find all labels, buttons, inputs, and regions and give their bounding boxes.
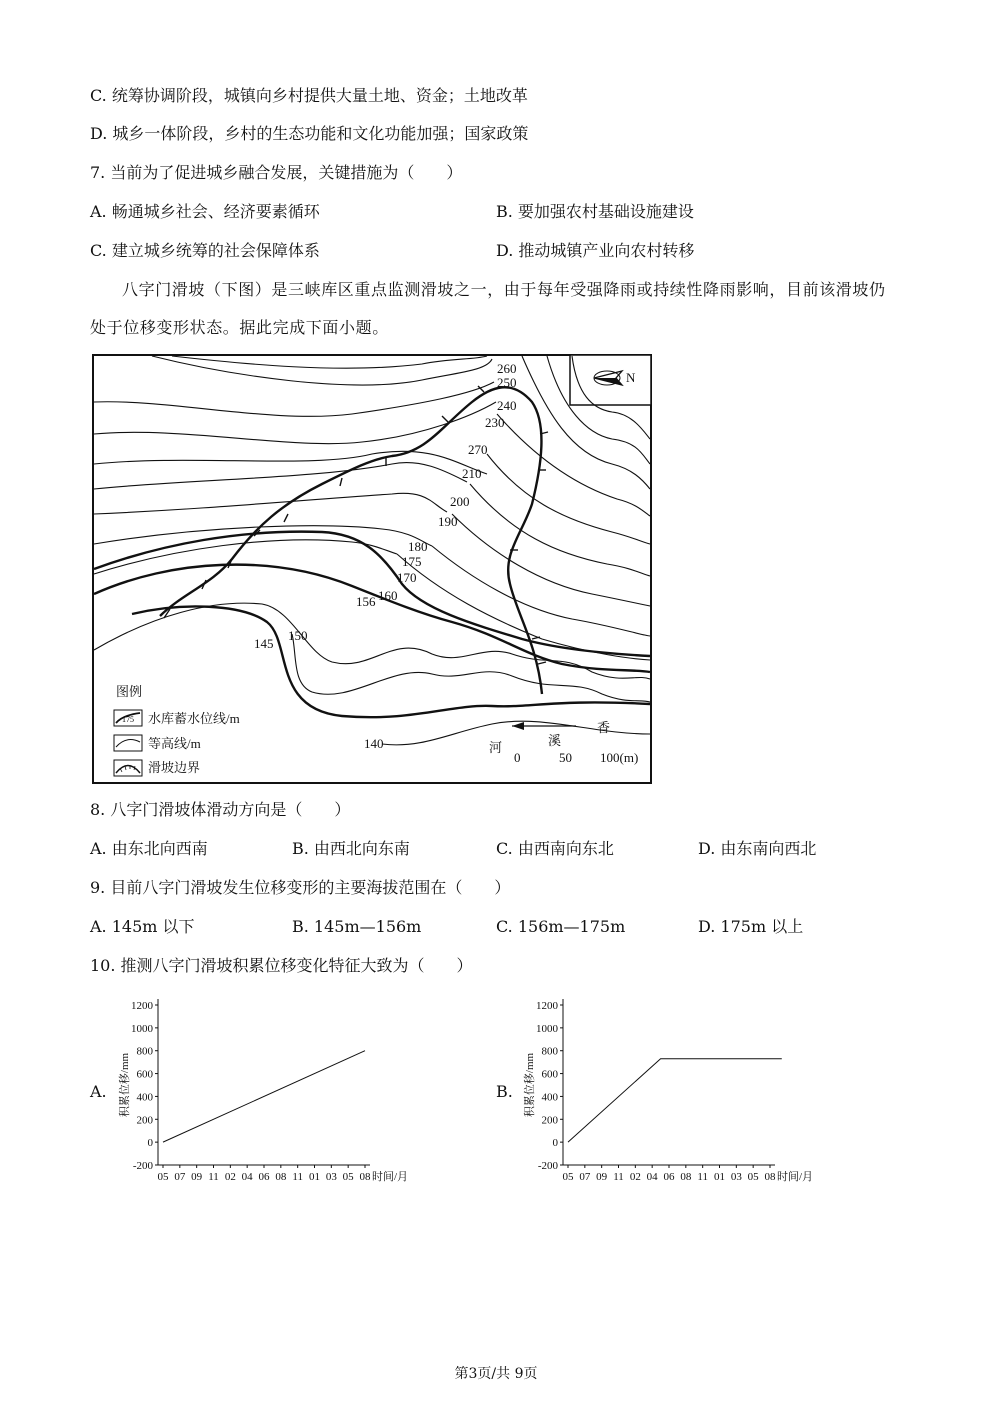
x-tick-label: 08 (359, 1171, 371, 1183)
x-tick-label: 04 (241, 1171, 253, 1183)
contour-label: 230 (485, 415, 505, 430)
x-tick-label: 08 (680, 1171, 692, 1183)
y-tick-label: 0 (552, 1137, 558, 1150)
contour-label: 145 (254, 636, 274, 651)
series-line (163, 1051, 365, 1142)
contour-label: 140 (364, 736, 384, 751)
legend-sample-value: 175 (122, 715, 134, 724)
q7-option-d: D. 推动城镇产业向农村转移 (496, 241, 695, 260)
river-label-char: 香 (597, 720, 611, 735)
y-tick-label: 400 (136, 1091, 153, 1104)
q7-option-c: C. 建立城乡统筹的社会保障体系 (90, 241, 320, 260)
contour-label: 170 (397, 570, 417, 585)
x-tick-label: 08 (764, 1171, 776, 1183)
x-tick-label: 11 (613, 1171, 624, 1183)
q9-option-a: A. 145m 以下 (90, 917, 195, 936)
y-tick-label: 800 (136, 1045, 153, 1058)
y-tick-label: 200 (136, 1114, 153, 1127)
x-tick-label: 05 (342, 1171, 354, 1183)
north-label: N (626, 370, 636, 385)
y-tick-label: 400 (541, 1091, 558, 1104)
contour-label: 270 (468, 442, 488, 457)
series-line (568, 1059, 782, 1142)
contour-label: 190 (438, 514, 458, 529)
x-tick-label: 11 (292, 1171, 303, 1183)
x-tick-label: 11 (208, 1171, 219, 1183)
q8-stem: 8. 八字门滑坡体滑动方向是（ ） (90, 800, 351, 819)
contour-label: 156 (356, 594, 376, 609)
x-axis-label: 时间/月 (372, 1171, 409, 1183)
svg-text:0: 0 (514, 750, 521, 765)
q7-option-a: A. 畅通城乡社会、经济要素循环 (90, 202, 320, 221)
passage: 八字门滑坡（下图）是三峡库区重点监测滑坡之一，由于每年受强降雨或持续性降雨影响，目前该滑坡仍处于位移变形状态。据此完成下面小题。 (90, 280, 886, 337)
x-tick-label: 06 (258, 1171, 270, 1183)
x-tick-label: 02 (629, 1171, 641, 1183)
x-tick-label: 07 (174, 1171, 186, 1183)
y-tick-label: 0 (147, 1137, 153, 1150)
y-tick-label: -200 (537, 1160, 558, 1172)
y-tick-label: 600 (541, 1068, 558, 1081)
x-tick-label: 07 (579, 1171, 591, 1183)
legend-contour: 等高线/m (148, 736, 201, 751)
x-tick-label: 11 (697, 1171, 708, 1183)
q9-option-c: C. 156m—175m (496, 917, 626, 936)
q10-option-a-label: A. (90, 1082, 107, 1101)
q7-option-b: B. 要加强农村基础设施建设 (496, 202, 694, 221)
y-tick-label: 200 (541, 1114, 558, 1127)
q7-stem: 7. 当前为了促进城乡融合发展，关键措施为（ ） (90, 163, 463, 182)
x-tick-label: 01 (309, 1171, 320, 1183)
q9-stem: 9. 目前八字门滑坡发生位移变形的主要海拔范围在（ ） (90, 878, 511, 897)
x-tick-label: 09 (596, 1171, 608, 1183)
contour-label: 240 (497, 398, 517, 413)
y-tick-label: 1200 (131, 1000, 153, 1012)
legend-title: 图例 (116, 684, 143, 699)
legend-water-level: 水库蓄水位线/m (148, 711, 240, 726)
x-tick-label: 02 (224, 1171, 236, 1183)
contour-label: 260 (497, 361, 517, 376)
q10-option-b-label: B. (496, 1082, 513, 1101)
q10-stem: 10. 推测八字门滑坡积累位移变化特征大致为（ ） (90, 956, 473, 975)
svg-text:50: 50 (559, 750, 572, 765)
y-tick-label: 1000 (536, 1022, 558, 1035)
x-tick-label: 01 (714, 1171, 725, 1183)
q9-option-b: B. 145m—156m (292, 917, 422, 936)
q8-option-b: B. 由西北向东南 (292, 839, 410, 858)
chart-option-b (513, 995, 823, 1190)
contour-label: 150 (288, 628, 308, 643)
x-tick-label: 04 (646, 1171, 658, 1183)
x-tick-label: 05 (562, 1171, 574, 1183)
river-label-char: 河 (489, 740, 503, 755)
q8-option-c: C. 由西南向东北 (496, 839, 614, 858)
legend-landslide-boundary: 滑坡边界 (148, 760, 201, 775)
river-label-char: 溪 (548, 733, 562, 748)
y-tick-label: 800 (541, 1045, 558, 1058)
x-tick-label: 05 (157, 1171, 169, 1183)
y-tick-label: -200 (132, 1160, 153, 1172)
y-tick-label: 1000 (131, 1022, 153, 1035)
q8-option-a: A. 由东北向西南 (90, 839, 208, 858)
x-tick-label: 06 (663, 1171, 675, 1183)
x-tick-label: 03 (730, 1171, 742, 1183)
contour-label: 210 (462, 466, 482, 481)
contour-label: 250 (497, 375, 517, 390)
q8-option-d: D. 由东南向西北 (698, 839, 817, 858)
contour-label: 175 (402, 554, 422, 569)
x-tick-label: 08 (275, 1171, 287, 1183)
contour-label: 160 (378, 588, 398, 603)
x-tick-label: 05 (747, 1171, 759, 1183)
y-tick-label: 1200 (536, 1000, 558, 1012)
q6-option-c: C. 统筹协调阶段，城镇向乡村提供大量土地、资金；土地改革 (90, 86, 528, 105)
q9-option-d: D. 175m 以上 (698, 917, 804, 936)
page-footer: 第3页/共 9页 (454, 1366, 538, 1382)
y-axis-label: 积累位移/mm (524, 1052, 536, 1118)
y-axis-label: 积累位移/mm (119, 1052, 131, 1118)
x-axis-label: 时间/月 (777, 1171, 814, 1183)
q6-option-d: D. 城乡一体阶段，乡村的生态功能和文化功能加强；国家政策 (90, 124, 529, 143)
chart-option-a (108, 995, 418, 1190)
contour-label: 180 (408, 539, 428, 554)
svg-text:100(m): 100(m) (600, 750, 639, 765)
landslide-contour-map (92, 354, 652, 784)
x-tick-label: 09 (191, 1171, 203, 1183)
contour-label: 200 (450, 494, 470, 509)
x-tick-label: 03 (325, 1171, 337, 1183)
y-tick-label: 600 (136, 1068, 153, 1081)
